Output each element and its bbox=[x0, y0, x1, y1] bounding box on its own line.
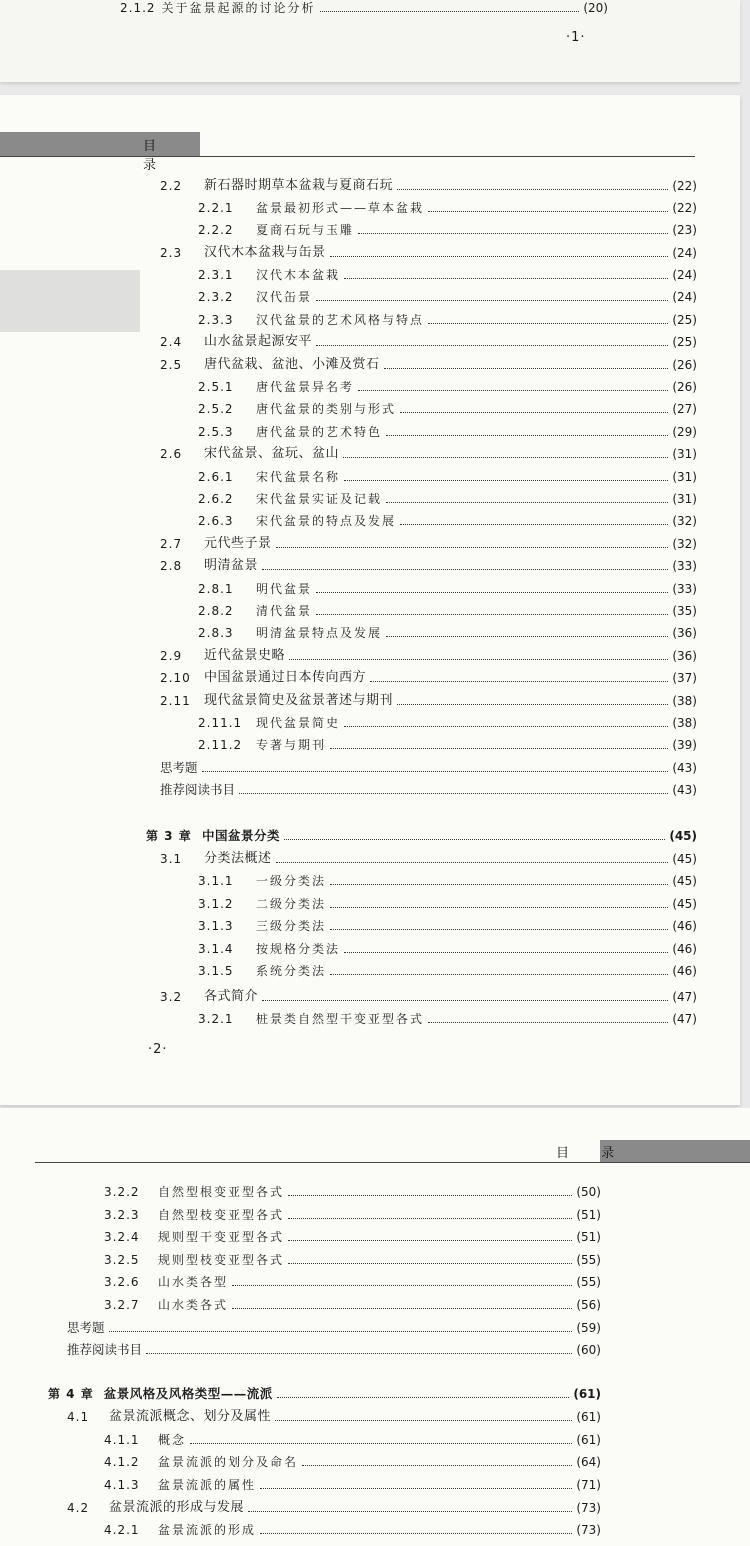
entry-title: 桩景类自然型干变亚型各式 bbox=[256, 1012, 425, 1026]
dot-leader bbox=[146, 1353, 572, 1354]
toc-entry[interactable] bbox=[198, 622, 697, 644]
entry-title: 思考题 bbox=[67, 1320, 105, 1335]
header-rule bbox=[0, 156, 695, 157]
entry-number: 2.5 bbox=[160, 358, 183, 372]
entry-title: 系统分类法 bbox=[256, 964, 327, 978]
dot-leader bbox=[330, 884, 668, 885]
entry-title: 盆景流派的划分及命名 bbox=[158, 1455, 299, 1469]
dot-leader bbox=[320, 11, 580, 12]
dot-leader bbox=[316, 592, 668, 593]
entry-title: 盆景流派概念、划分及属性 bbox=[109, 1409, 272, 1424]
entry-number: 3.2.7 bbox=[104, 1298, 140, 1312]
entry-number: 2.1.2 bbox=[120, 1, 156, 15]
dot-leader bbox=[358, 390, 668, 391]
entry-number: 2.3 bbox=[160, 246, 183, 260]
toc-entry[interactable] bbox=[160, 331, 697, 353]
toc-entry[interactable] bbox=[67, 1406, 601, 1428]
entry-title: 山水类各型 bbox=[158, 1275, 229, 1289]
entry-page: (46) bbox=[672, 964, 697, 978]
entry-title: 二级分类法 bbox=[256, 897, 327, 911]
dot-leader bbox=[428, 323, 668, 324]
entry-number: 4.1.1 bbox=[104, 1433, 140, 1447]
entry-title: 自然型根变亚型各式 bbox=[158, 1185, 285, 1199]
entry-page: (24) bbox=[672, 268, 697, 282]
entry-title: 关于盆景起源的讨论分析 bbox=[161, 1, 316, 15]
header-rule bbox=[35, 1162, 750, 1163]
toc-entry[interactable] bbox=[160, 757, 697, 779]
toc-entry[interactable] bbox=[67, 1497, 601, 1519]
entry-title: 汉代缶景 bbox=[256, 290, 313, 304]
dot-leader bbox=[428, 211, 668, 212]
entry-page: (24) bbox=[672, 246, 697, 260]
entry-page: (64) bbox=[576, 1455, 601, 1469]
header-title: 目 录 bbox=[556, 1146, 629, 1161]
entry-number: 2.7 bbox=[160, 537, 183, 551]
entry-number: 2.8 bbox=[160, 559, 183, 573]
dot-leader bbox=[190, 1443, 572, 1444]
entry-page: (51) bbox=[576, 1230, 601, 1244]
dot-leader bbox=[344, 278, 668, 279]
entry-number: 2.4 bbox=[160, 335, 183, 349]
toc-entry[interactable] bbox=[160, 667, 697, 689]
toc-entry[interactable] bbox=[160, 175, 697, 197]
toc-entry[interactable] bbox=[198, 960, 697, 982]
toc-entry[interactable] bbox=[198, 734, 697, 756]
entry-number: 3.2 bbox=[160, 990, 183, 1004]
entry-page: (39) bbox=[672, 738, 697, 752]
page-number: ·1· bbox=[566, 30, 586, 45]
toc-entry[interactable] bbox=[160, 443, 697, 465]
toc-entry[interactable] bbox=[160, 986, 697, 1008]
entry-title: 明代盆景 bbox=[256, 582, 313, 596]
entry-page: (26) bbox=[672, 380, 697, 394]
dot-leader bbox=[260, 1488, 572, 1489]
entry-title: 分类法概述 bbox=[204, 851, 272, 866]
dot-leader bbox=[386, 502, 668, 503]
entry-title: 唐代盆景异名考 bbox=[256, 380, 355, 394]
entry-number: 3.1.2 bbox=[198, 897, 234, 911]
toc-entry[interactable] bbox=[198, 466, 697, 488]
entry-number: 3.1.1 bbox=[198, 874, 234, 888]
entry-title: 一级分类法 bbox=[256, 874, 327, 888]
entry-title: 明清盆景特点及发展 bbox=[256, 626, 383, 640]
entry-number: 2.8.3 bbox=[198, 626, 234, 640]
dot-leader bbox=[358, 233, 668, 234]
entry-number: 3.1.5 bbox=[198, 964, 234, 978]
toc-entry[interactable] bbox=[198, 712, 697, 734]
dot-leader bbox=[288, 1218, 572, 1219]
entry-page: (71) bbox=[576, 1478, 601, 1492]
entry-number: 3.2.6 bbox=[104, 1275, 140, 1289]
entry-page: (33) bbox=[672, 582, 697, 596]
dot-leader bbox=[344, 952, 668, 953]
toc-entry[interactable] bbox=[104, 1181, 601, 1203]
entry-title: 新石器时期草本盆栽与夏商石玩 bbox=[204, 178, 394, 193]
entry-title: 汉代木本盆栽 bbox=[256, 268, 341, 282]
toc-entry[interactable] bbox=[104, 1271, 601, 1293]
entry-title: 盆景风格及风格类型——流派 bbox=[103, 1386, 273, 1401]
entry-page: (22) bbox=[672, 179, 697, 193]
dot-leader bbox=[276, 547, 669, 548]
dot-leader bbox=[330, 748, 668, 749]
entry-number: 2.11 bbox=[160, 694, 191, 708]
toc-entry[interactable] bbox=[198, 938, 697, 960]
toc-entry[interactable] bbox=[120, 0, 608, 19]
entry-title: 现代盆景简史 bbox=[256, 716, 341, 730]
dot-leader bbox=[288, 1195, 572, 1196]
entry-title: 宋代盆景名称 bbox=[256, 470, 341, 484]
entry-page: (26) bbox=[672, 358, 697, 372]
entry-number: 2.11.2 bbox=[198, 738, 243, 752]
toc-entry[interactable] bbox=[104, 1249, 601, 1271]
toc-entry[interactable] bbox=[160, 645, 697, 667]
toc-entry[interactable] bbox=[104, 1451, 601, 1473]
toc-entry[interactable] bbox=[198, 578, 697, 600]
dot-leader bbox=[344, 480, 668, 481]
entry-page: (73) bbox=[576, 1523, 601, 1537]
entry-page: (45) bbox=[669, 829, 697, 843]
entry-page: (36) bbox=[672, 649, 697, 663]
page-number: ·2· bbox=[148, 1042, 168, 1057]
entry-page: (45) bbox=[672, 852, 697, 866]
entry-number: 2.2.2 bbox=[198, 223, 234, 237]
toc-entry[interactable] bbox=[198, 893, 697, 915]
entry-page: (38) bbox=[672, 716, 697, 730]
dot-leader bbox=[397, 704, 668, 705]
dot-leader bbox=[343, 457, 668, 458]
entry-title: 山水盆景起源安平 bbox=[204, 334, 313, 349]
dot-leader bbox=[400, 412, 668, 413]
toc-entry[interactable] bbox=[160, 848, 697, 870]
entry-page: (51) bbox=[576, 1208, 601, 1222]
dot-leader bbox=[284, 839, 665, 840]
toc-entry[interactable] bbox=[198, 421, 697, 443]
toc-entry[interactable] bbox=[198, 264, 697, 286]
toc-entry[interactable] bbox=[104, 1204, 601, 1226]
entry-title: 三级分类法 bbox=[256, 919, 327, 933]
entry-number: 2.9 bbox=[160, 649, 183, 663]
toc-entry[interactable] bbox=[198, 219, 697, 241]
entry-number: 3.2.5 bbox=[104, 1253, 140, 1267]
toc-entry[interactable] bbox=[104, 1519, 601, 1541]
entry-page: (36) bbox=[672, 626, 697, 640]
entry-page: (55) bbox=[576, 1253, 601, 1267]
entry-title: 清代盆景 bbox=[256, 604, 313, 618]
dot-leader bbox=[316, 614, 668, 615]
entry-title: 中国盆景通过日本传向西方 bbox=[204, 670, 367, 685]
toc-entry[interactable] bbox=[198, 915, 697, 937]
entry-number: 4.1.3 bbox=[104, 1478, 140, 1492]
entry-page: (61) bbox=[573, 1387, 601, 1401]
entry-page: (33) bbox=[672, 559, 697, 573]
dot-leader bbox=[262, 1000, 668, 1001]
toc-entry[interactable] bbox=[104, 1429, 601, 1451]
entry-page: (37) bbox=[672, 671, 697, 685]
header-bar bbox=[0, 132, 200, 173]
entry-number: 4.2 bbox=[67, 1501, 90, 1515]
entry-number: 2.2.1 bbox=[198, 201, 234, 215]
toc-entry[interactable] bbox=[104, 1474, 601, 1496]
toc-entry[interactable] bbox=[198, 376, 697, 398]
entry-number: 3.2.1 bbox=[198, 1012, 234, 1026]
dot-leader bbox=[277, 1397, 570, 1398]
entry-page: (46) bbox=[672, 919, 697, 933]
dot-leader bbox=[276, 862, 669, 863]
entry-title: 元代些子景 bbox=[204, 536, 272, 551]
dot-leader bbox=[386, 636, 668, 637]
dot-leader bbox=[109, 1331, 573, 1332]
toc-entry[interactable] bbox=[198, 488, 697, 510]
dot-leader bbox=[262, 569, 668, 570]
entry-page: (32) bbox=[672, 514, 697, 528]
entry-number: 2.5.2 bbox=[198, 402, 234, 416]
toc-entry[interactable] bbox=[160, 354, 697, 376]
entry-title: 明清盆景 bbox=[204, 558, 259, 573]
entry-title: 山水类各式 bbox=[158, 1298, 229, 1312]
dot-leader bbox=[202, 771, 669, 772]
entry-number: 2.3.1 bbox=[198, 268, 234, 282]
entry-number: 3.2.2 bbox=[104, 1185, 140, 1199]
toc-entry[interactable] bbox=[160, 555, 697, 577]
dot-leader bbox=[316, 345, 668, 346]
entry-page: (43) bbox=[672, 761, 697, 775]
entry-title: 规则型枝变亚型各式 bbox=[158, 1253, 285, 1267]
entry-page: (31) bbox=[672, 470, 697, 484]
entry-title: 规则型干变亚型各式 bbox=[158, 1230, 285, 1244]
entry-number: 3.2.3 bbox=[104, 1208, 140, 1222]
entry-page: (55) bbox=[576, 1275, 601, 1289]
dot-leader bbox=[428, 1022, 668, 1023]
entry-title: 汉代盆景的艺术风格与特点 bbox=[256, 313, 425, 327]
entry-number: 3.2.4 bbox=[104, 1230, 140, 1244]
entry-number: 2.3.3 bbox=[198, 313, 234, 327]
toc-entry[interactable] bbox=[160, 779, 697, 801]
entry-number: 2.2 bbox=[160, 179, 183, 193]
dot-leader bbox=[239, 793, 668, 794]
entry-title: 唐代盆栽、盆池、小滩及赏石 bbox=[204, 357, 380, 372]
entry-title: 专著与期刊 bbox=[256, 738, 327, 752]
dot-leader bbox=[330, 256, 669, 257]
entry-title: 盆景最初形式——草本盆栽 bbox=[256, 201, 425, 215]
entry-number: 2.8.1 bbox=[198, 582, 234, 596]
toc-chapter[interactable] bbox=[146, 825, 697, 847]
dot-leader bbox=[288, 1263, 572, 1264]
shadow-block bbox=[0, 270, 140, 332]
entry-title: 盆景流派的形成与发展 bbox=[109, 1500, 245, 1515]
entry-number: 2.6.2 bbox=[198, 492, 234, 506]
entry-page: (31) bbox=[672, 492, 697, 506]
entry-number: 4.2.1 bbox=[104, 1523, 140, 1537]
entry-page: (45) bbox=[672, 897, 697, 911]
toc-entry[interactable] bbox=[104, 1294, 601, 1316]
entry-page: (56) bbox=[576, 1298, 601, 1312]
entry-title: 盆景流派的形成 bbox=[158, 1523, 257, 1537]
dot-leader bbox=[397, 189, 668, 190]
toc-entry[interactable] bbox=[160, 690, 697, 712]
entry-page: (45) bbox=[672, 874, 697, 888]
entry-number: 第 3 章 bbox=[146, 829, 192, 843]
entry-number: 3.1.3 bbox=[198, 919, 234, 933]
entry-title: 按规格分类法 bbox=[256, 942, 341, 956]
entry-number: 2.3.2 bbox=[198, 290, 234, 304]
entry-page: (23) bbox=[672, 223, 697, 237]
entry-number: 4.1 bbox=[67, 1410, 90, 1424]
entry-page: (59) bbox=[576, 1321, 601, 1335]
entry-page: (32) bbox=[672, 537, 697, 551]
entry-title: 唐代盆景的类别与形式 bbox=[256, 402, 397, 416]
toc-entry[interactable] bbox=[67, 1317, 601, 1339]
dot-leader bbox=[386, 435, 668, 436]
toc-entry[interactable] bbox=[198, 197, 697, 219]
entry-title: 汉代木本盆栽与缶景 bbox=[204, 245, 326, 260]
entry-page: (61) bbox=[576, 1433, 601, 1447]
entry-page: (47) bbox=[672, 990, 697, 1004]
dot-leader bbox=[330, 907, 668, 908]
entry-title: 推荐阅读书目 bbox=[160, 782, 236, 797]
entry-page: (73) bbox=[576, 1501, 601, 1515]
entry-number: 2.5.1 bbox=[198, 380, 234, 394]
entry-number: 4.1.2 bbox=[104, 1455, 140, 1469]
entry-page: (29) bbox=[672, 425, 697, 439]
toc-entry[interactable] bbox=[67, 1339, 601, 1361]
entry-page: (20) bbox=[583, 1, 608, 15]
dot-leader bbox=[302, 1465, 572, 1466]
entry-title: 宋代盆景的特点及发展 bbox=[256, 514, 397, 528]
entry-page: (25) bbox=[672, 335, 697, 349]
entry-title: 概念 bbox=[158, 1433, 187, 1447]
entry-number: 2.6.3 bbox=[198, 514, 234, 528]
toc-entry[interactable] bbox=[198, 1008, 697, 1030]
entry-number: 3.1 bbox=[160, 852, 183, 866]
dot-leader bbox=[232, 1308, 572, 1309]
toc-entry[interactable] bbox=[198, 870, 697, 892]
entry-number: 2.11.1 bbox=[198, 716, 243, 730]
toc-entry[interactable] bbox=[198, 286, 697, 308]
entry-page: (22) bbox=[672, 201, 697, 215]
dot-leader bbox=[384, 368, 669, 369]
entry-page: (47) bbox=[672, 1012, 697, 1026]
entry-page: (31) bbox=[672, 447, 697, 461]
entry-page: (25) bbox=[672, 313, 697, 327]
entry-title: 近代盆景史略 bbox=[204, 648, 286, 663]
toc-entry[interactable] bbox=[104, 1226, 601, 1248]
entry-title: 现代盆景简史及盆景著述与期刊 bbox=[204, 693, 394, 708]
entry-page: (24) bbox=[672, 290, 697, 304]
entry-page: (61) bbox=[576, 1410, 601, 1424]
entry-number: 2.6 bbox=[160, 447, 183, 461]
dot-leader bbox=[330, 929, 668, 930]
header-title: 目 录 bbox=[143, 139, 171, 173]
dot-leader bbox=[248, 1511, 572, 1512]
entry-page: (43) bbox=[672, 783, 697, 797]
entry-page: (35) bbox=[672, 604, 697, 618]
entry-page: (50) bbox=[576, 1185, 601, 1199]
entry-number: 2.5.3 bbox=[198, 425, 234, 439]
dot-leader bbox=[275, 1420, 572, 1421]
entry-number: 2.6.1 bbox=[198, 470, 234, 484]
toc-entry[interactable] bbox=[160, 242, 697, 264]
dot-leader bbox=[344, 726, 668, 727]
dot-leader bbox=[289, 659, 668, 660]
toc-entry[interactable] bbox=[198, 600, 697, 622]
entry-number: 第 4 章 bbox=[48, 1387, 94, 1401]
entry-title: 思考题 bbox=[160, 760, 198, 775]
entry-page: (46) bbox=[672, 942, 697, 956]
dot-leader bbox=[400, 524, 668, 525]
entry-number: 2.10 bbox=[160, 671, 191, 685]
toc-entry[interactable] bbox=[198, 309, 697, 331]
toc-entry[interactable] bbox=[198, 398, 697, 420]
entry-page: (60) bbox=[576, 1343, 601, 1357]
entry-page: (38) bbox=[672, 694, 697, 708]
entry-title: 盆景流派的属性 bbox=[158, 1478, 257, 1492]
entry-title: 宋代盆景、盆玩、盆山 bbox=[204, 446, 340, 461]
dot-leader bbox=[288, 1240, 572, 1241]
dot-leader bbox=[232, 1285, 572, 1286]
entry-title: 夏商石玩与玉雕 bbox=[256, 223, 355, 237]
toc-chapter[interactable] bbox=[48, 1383, 601, 1405]
entry-title: 唐代盆景的艺术特色 bbox=[256, 425, 383, 439]
entry-number: 2.8.2 bbox=[198, 604, 234, 618]
entry-title: 各式简介 bbox=[204, 989, 259, 1004]
entry-title: 中国盆景分类 bbox=[202, 828, 281, 843]
entry-page: (27) bbox=[672, 402, 697, 416]
dot-leader bbox=[330, 974, 668, 975]
dot-leader bbox=[260, 1533, 572, 1534]
dot-leader bbox=[370, 681, 668, 682]
entry-title: 自然型枝变亚型各式 bbox=[158, 1208, 285, 1222]
entry-title: 宋代盆景实证及记载 bbox=[256, 492, 383, 506]
toc-entry[interactable] bbox=[160, 533, 697, 555]
toc-entry[interactable] bbox=[198, 510, 697, 532]
entry-title: 推荐阅读书目 bbox=[67, 1342, 143, 1357]
dot-leader bbox=[316, 300, 668, 301]
entry-number: 3.1.4 bbox=[198, 942, 234, 956]
